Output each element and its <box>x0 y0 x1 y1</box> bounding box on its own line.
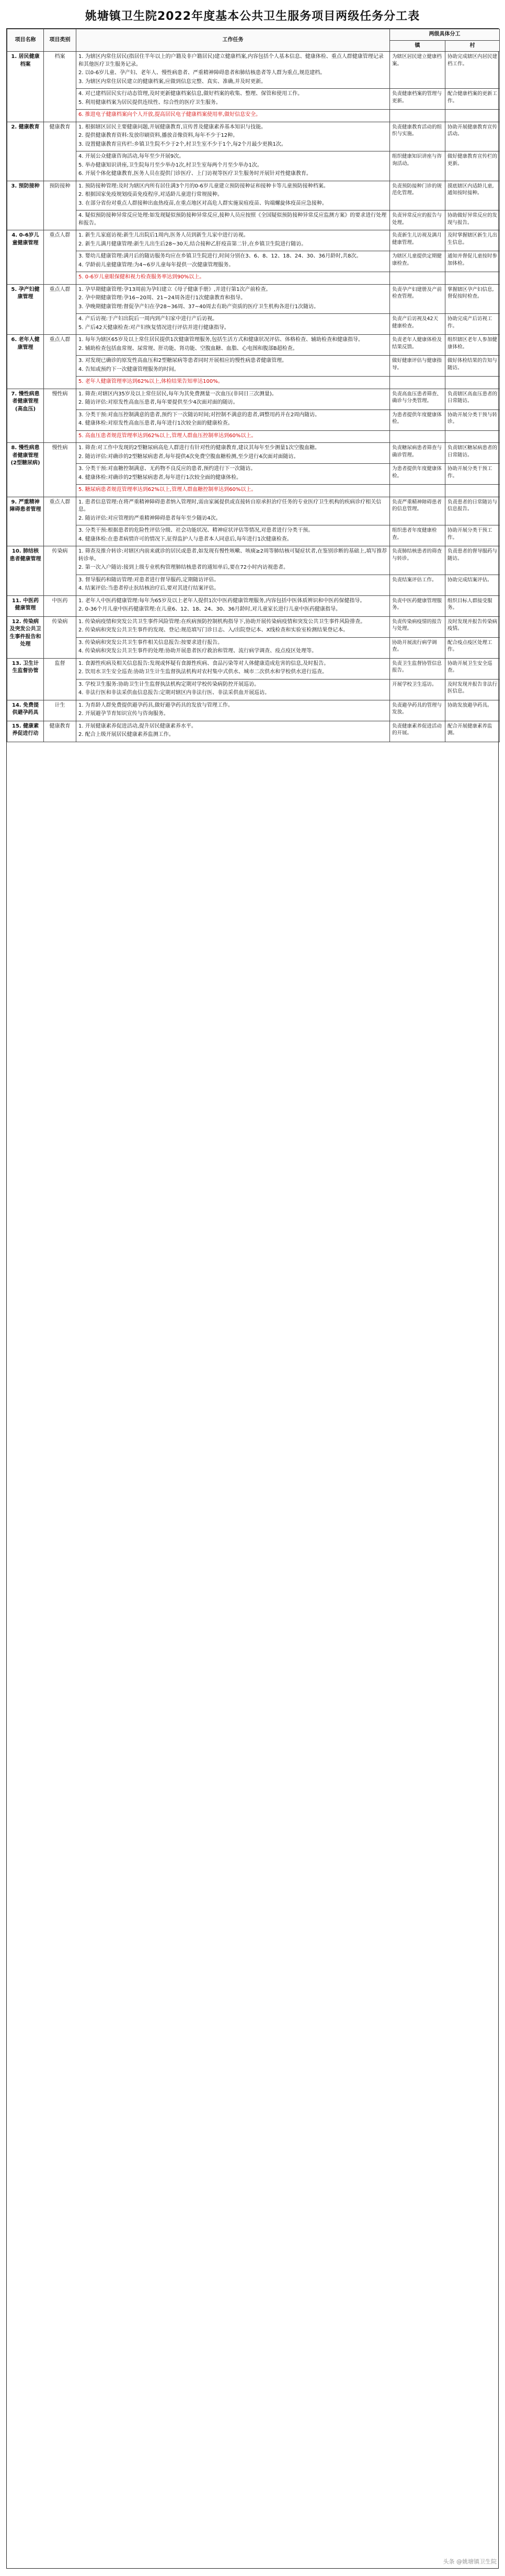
table-row <box>7 210 500 230</box>
table-row <box>7 272 500 285</box>
table-row <box>7 525 500 546</box>
task-item: 2. 以0-6岁儿童、孕产妇、老年人、慢性病患者、严重精神障碍患者和肺结核患者等人群为重点,规范建档。 <box>78 70 326 76</box>
task-item: 4. 开展公众健康咨询活动,每年至少开展9次。 <box>78 154 185 159</box>
table-row <box>7 658 500 679</box>
task-cell <box>76 409 390 430</box>
township-duty-cell: 负责新生儿访视及满月健康管理。 <box>390 230 445 251</box>
township-duty-cell: 负责卫生监督协管信息报告。 <box>390 658 445 679</box>
task-cell <box>76 335 390 356</box>
village-duty-cell: 协助开展健康教育宣传活动。 <box>445 122 500 151</box>
table-row <box>7 356 500 377</box>
task-item: 3. 设置健康教育宣传栏:乡镇卫生院不少于2个,村卫生室不少于1个,每2个月最少更换1次。 <box>78 141 286 147</box>
task-cell <box>76 464 390 485</box>
task-item: 5. 0-6岁儿童眼保健和视力检查服务率达到90%以上。 <box>78 274 205 280</box>
task-item: 3. 孕晚期健康管理:督促孕产妇在孕28~36周、37~40周去有助产资质的医疗卫生机构各进行1次随访。 <box>78 303 319 310</box>
task-cell <box>76 230 390 251</box>
village-duty-cell: 摸底辖区内适龄儿童,通知按时接种。 <box>445 181 500 210</box>
task-item: 2. 配合上级开展居民健康素养监测工作。 <box>78 732 174 737</box>
task-item: 5. 糖尿病患者规范管理率达到62%以上,管理人群血糖控制率达到60%以上。 <box>78 487 257 493</box>
project-name-cell: 1. 居民健康档案 <box>7 52 44 122</box>
township-duty-cell: 负责糖尿病患者筛查与确诊管理。 <box>390 443 445 464</box>
task-item: 1. 老年人中医药健康管理:每年为65岁及以上老年人提供1次中医药健康管理服务,内容包括中医体质辨识和中医药保健指导。 <box>78 598 365 604</box>
task-cell <box>76 430 390 443</box>
task-cell <box>76 389 390 409</box>
task-item: 4. 疑似预防接种异常反应处理:如发现疑似预防接种异常反应,接种人员应按照《全国疑似预防接种异常反应监测方案》的要求进行处理和报告。 <box>78 213 387 226</box>
project-category-cell: 重点人群 <box>44 335 76 389</box>
village-duty-cell: 协助做好异常反应的发现与报告。 <box>445 210 500 230</box>
township-duty-cell: 为辖区居民建立健康档案。 <box>390 52 445 89</box>
table-row <box>7 637 500 658</box>
task-item: 2. 第一次入户随访:接到上级专业机构管理肺结核患者的通知单后,要在72小时内访视患者。 <box>78 565 289 570</box>
task-item: 4. 学龄前儿童健康管理:为4~6岁儿童每年提供一次健康管理服务。 <box>78 262 234 268</box>
task-item: 5. 产后42天健康检查:对产妇恢复情况进行评估并进行健康指导。 <box>78 324 229 331</box>
township-duty-cell <box>390 110 445 122</box>
task-item: 3. 分类干预:对血糖控制满意、无药物不良反应的患者,预约进行下一次随访。 <box>78 466 256 472</box>
township-duty-cell: 负责高血压患者筛查、确诊与分类管理。 <box>390 389 445 409</box>
task-division-table <box>7 29 500 742</box>
village-duty-cell: 及时掌握辖区新生儿出生信息。 <box>445 230 500 251</box>
table-row <box>7 430 500 443</box>
table-row <box>7 389 500 409</box>
village-duty-cell: 协助开展分类干预工作。 <box>445 525 500 546</box>
task-cell <box>76 485 390 497</box>
village-duty-cell: 负责患者的日常随访与信息报告。 <box>445 497 500 525</box>
project-name-cell: 2. 健康教育 <box>7 122 44 181</box>
table-row <box>7 700 500 721</box>
village-duty-cell: 配合健康档案的更新工作。 <box>445 89 500 110</box>
task-item: 2. 随访评估:对原发性高血压患者,每年要提供至少4次面对面的随访。 <box>78 400 238 405</box>
village-duty-cell: 协助完成结案评估。 <box>445 575 500 595</box>
project-name-cell: 14. 免费提供避孕药具 <box>7 700 44 721</box>
table-row <box>7 721 500 742</box>
task-item: 2. 辅助检查包括血常规、尿常规、肝功能、肾功能、空腹血糖、血脂、心电图和腹部B超检查。 <box>78 345 298 352</box>
task-cell <box>76 721 390 742</box>
village-duty-cell: 协助开展分类干预工作。 <box>445 464 500 485</box>
village-duty-cell <box>445 272 500 285</box>
task-item: 1. 新生儿家庭访视:新生儿出院后1周内,医务人员到新生儿家中进行访视。 <box>78 232 249 238</box>
village-duty-cell: 协助开展卫生安全巡查。 <box>445 658 500 679</box>
township-duty-cell: 负责结案评估工作。 <box>390 575 445 595</box>
task-cell <box>76 637 390 658</box>
task-cell <box>76 679 390 700</box>
township-duty-cell: 为辖区儿童提供定期健康检查。 <box>390 251 445 272</box>
task-item: 4. 健康体检:对原发性高血压患者,每年进行1次较全面的健康检查。 <box>78 420 233 426</box>
task-cell <box>76 181 390 210</box>
project-category-cell: 预防接种 <box>44 181 76 230</box>
project-name-cell: 7. 慢性病患者健康管理(高血压) <box>7 389 44 443</box>
task-item: 3. 婴幼儿健康管理:满月后的随访服务均应在乡镇卫生院进行,时间分别在3、6、8、12、18、24、30、36月龄时,共8次。 <box>78 253 362 259</box>
task-item: 2. 根据国家免疫规划疫苗免疫程序,对适龄儿童进行常规接种。 <box>78 192 223 197</box>
village-duty-cell: 做好体检结果的告知与随访。 <box>445 356 500 377</box>
village-duty-cell <box>445 377 500 389</box>
project-category-cell: 档案 <box>44 52 76 122</box>
village-duty-cell: 协助发放避孕药具。 <box>445 700 500 721</box>
task-item: 4. 对已建档居民实行动态管理,及时更新健康档案信息,做好档案的收集、整理、保管和使用工作。 <box>78 91 303 97</box>
village-duty-cell: 通知并督促儿童按时参加体检。 <box>445 251 500 272</box>
village-duty-cell: 掌握辖区孕产妇信息,督促按时检查。 <box>445 284 500 314</box>
township-duty-cell: 组织健康知识讲座与咨询活动。 <box>390 151 445 181</box>
township-duty-cell: 协助开展流行病学调查。 <box>390 637 445 658</box>
task-item: 2. 提供健康教育资料:发放印刷资料,播放音像资料,每年不少于12种。 <box>78 133 238 138</box>
project-category-cell: 重点人群 <box>44 284 76 335</box>
project-name-cell: 10. 肺结核患者健康管理 <box>7 546 44 596</box>
table-row <box>7 110 500 122</box>
village-duty-cell: 负责辖区糖尿病患者的日常随访。 <box>445 443 500 464</box>
township-duty-cell: 负责避孕药具的管理与发放。 <box>390 700 445 721</box>
task-item: 2. 传染病和突发公共卫生事件的发现、登记:规范填写门诊日志、入/出院登记本、X线检查和实验室检测结果登记本。 <box>78 627 349 633</box>
task-cell <box>76 658 390 679</box>
project-name-cell: 4. 0-6岁儿童健康管理 <box>7 230 44 285</box>
village-duty-cell <box>445 485 500 497</box>
village-duty-cell: 负责辖区高血压患者的日常随访。 <box>445 389 500 409</box>
township-duty-cell: 为患者提供年度健康体检。 <box>390 409 445 430</box>
task-item: 5. 举办健康知识讲座,卫生院每月至少举办1次,村卫生室每两个月至少举办1次。 <box>78 162 262 168</box>
table-row <box>7 230 500 251</box>
task-item: 4. 结案评估:当患者停止抗结核治疗后,要对其进行结案评估。 <box>78 586 220 591</box>
task-item: 3. 在部分省份对重点人群接种出血热疫苗,在重点地区对高危人群实施炭疽疫苗、钩端螺旋体疫苗应急接种。 <box>78 200 327 206</box>
project-name-cell: 11. 中医药健康管理 <box>7 595 44 616</box>
task-item: 1. 筛查:对工作中发现的2型糖尿病高危人群进行有针对性的健康教育,建议其每年至少测量1次空腹血糖。 <box>78 445 320 451</box>
task-cell <box>76 89 390 110</box>
village-duty-cell: 协助开展分类干预与转诊。 <box>445 409 500 430</box>
header-row <box>7 29 500 41</box>
task-cell <box>76 251 390 272</box>
task-item: 1. 开展健康素养促进活动,提升居民健康素养水平。 <box>78 723 197 729</box>
table-row <box>7 251 500 272</box>
project-category-cell: 慢性病 <box>44 443 76 497</box>
township-duty-cell <box>390 272 445 285</box>
task-cell <box>76 52 390 89</box>
task-item: 2. 新生儿满月健康管理:新生儿出生后28~30天,结合接种乙肝疫苗第二针,在乡镇卫生院进行随访。 <box>78 241 307 247</box>
township-duty-cell: 负责健康教育活动的组织与实施。 <box>390 122 445 151</box>
task-cell <box>76 284 390 314</box>
table-row <box>7 284 500 314</box>
township-duty-cell: 负责预防接种门诊的规范化管理。 <box>390 181 445 210</box>
township-duty-cell: 为患者提供年度健康体检。 <box>390 464 445 485</box>
project-name-cell: 13. 卫生计生监督协管 <box>7 658 44 700</box>
table-row <box>7 595 500 616</box>
township-duty-cell: 负责肺结核患者的筛查与转诊。 <box>390 546 445 575</box>
task-division-table-frame <box>6 28 499 2569</box>
project-category-cell: 传染病 <box>44 546 76 596</box>
village-duty-cell: 做好健康教育宣传栏的更新。 <box>445 151 500 181</box>
village-duty-cell: 负责患者的督导服药与随访。 <box>445 546 500 575</box>
village-duty-cell: 组织目标人群接受服务。 <box>445 595 500 616</box>
task-item: 3. 传染病和突发公共卫生事件相关信息报告:按要求进行报告。 <box>78 639 223 646</box>
project-category-cell: 计生 <box>44 700 76 721</box>
table-row <box>7 546 500 575</box>
township-duty-cell: 负责严重精神障碍患者的信息管理。 <box>390 497 445 525</box>
project-name-cell: 8. 慢性病患者健康管理(2型糖尿病) <box>7 443 44 497</box>
table-row <box>7 151 500 181</box>
township-duty-cell: 负责异常反应的报告与处理。 <box>390 210 445 230</box>
task-item: 5. 利用健康档案为居民提供连续性、综合性的医疗卫生服务。 <box>78 99 221 106</box>
task-item: 4. 非法行医和非法采供血信息报告:定期对辖区内非法行医、非法采供血开展巡访。 <box>78 690 270 696</box>
task-item: 2. 随访评估:对确诊的2型糖尿病患者,每年提供4次免费空腹血糖检测,至少进行4次面对面随访。 <box>78 453 299 460</box>
township-duty-cell <box>390 430 445 443</box>
task-item: 4. 告知或预约下一次健康管理服务的时间。 <box>78 366 179 372</box>
table-row <box>7 89 500 110</box>
table-row <box>7 52 500 89</box>
table-row <box>7 314 500 335</box>
village-duty-cell: 协助完成辖区内居民建档工作。 <box>445 52 500 89</box>
township-duty-cell <box>390 377 445 389</box>
project-category-cell: 健康教育 <box>44 721 76 742</box>
task-cell <box>76 575 390 595</box>
township-duty-cell: 开展学校卫生巡访。 <box>390 679 445 700</box>
header-division: 两级具体分工 <box>390 29 500 41</box>
task-item: 2. 孕中期健康管理:孕16~20周、21~24周各进行1次健康教育和指导。 <box>78 295 246 301</box>
table-row <box>7 679 500 700</box>
task-item: 4. 健康体检:对确诊的2型糖尿病患者,每年进行1次较全面的健康体检。 <box>78 474 242 481</box>
village-duty-cell <box>445 110 500 122</box>
task-item: 1. 食源性疾病及相关信息报告:发现或怀疑有食源性疾病、食品污染等对人体健康造成危害的信息,及时报告。 <box>78 660 329 666</box>
project-name-cell: 15. 健康素养促进行动 <box>7 721 44 742</box>
task-item: 5. 高血压患者规范管理率达到62%以上,管理人群血压控制率达到60%以上。 <box>78 432 257 439</box>
project-category-cell: 重点人群 <box>44 230 76 285</box>
task-cell <box>76 210 390 230</box>
township-duty-cell: 负责产后访视及42天健康检查。 <box>390 314 445 335</box>
table-row <box>7 575 500 595</box>
header-village: 村 <box>445 40 500 52</box>
village-duty-cell: 配合疫点疫区处理工作。 <box>445 637 500 658</box>
project-category-cell: 中医药 <box>44 595 76 616</box>
task-item: 1. 为辖区内常住居民(指居住半年以上的户籍及非户籍居民)建立健康档案,内容包括个人基本信息、健康体检、重点人群健康管理记录和其他医疗卫生服务记录。 <box>78 54 384 67</box>
township-duty-cell: 负责健康素养促进活动的开展。 <box>390 721 445 742</box>
table-row <box>7 335 500 356</box>
township-duty-cell <box>390 485 445 497</box>
project-category-cell: 监督 <box>44 658 76 700</box>
task-item: 1. 根据辖区居民主要健康问题,开展健康教育,宣传普及健康素养基本知识与技能。 <box>78 124 267 130</box>
task-item: 3. 分类干预:根据患者的危险性评估分级、社会功能状况、精神症状评估等情况,对患者进行分类干预。 <box>78 528 314 533</box>
table-row <box>7 409 500 430</box>
task-cell <box>76 122 390 151</box>
task-item: 4. 传染病和突发公共卫生事件的处理:协助开展患者医疗救治和管理、流行病学调查、疫点疫区处理等。 <box>78 648 317 654</box>
task-item: 5. 老年人健康管理率达到62%以上,体检结果告知率达100%。 <box>78 379 223 384</box>
project-name-cell: 6. 老年人健康管理 <box>7 335 44 389</box>
watermark-text: 头条 @姚塘镇卫生院 <box>443 2558 497 2565</box>
task-item: 3. 学校卫生服务:协助卫生计生监督执法机构定期对学校传染病防控开展巡访。 <box>78 681 260 687</box>
task-cell <box>76 110 390 122</box>
task-cell <box>76 443 390 464</box>
township-duty-cell: 负责孕产妇建册及产前检查管理。 <box>390 284 445 314</box>
table-row <box>7 497 500 525</box>
table-row <box>7 485 500 497</box>
task-item: 4. 产后访视:于产妇出院后一周内到产妇家中进行产后访视。 <box>78 316 218 322</box>
header-township: 镇 <box>390 40 445 52</box>
task-cell <box>76 525 390 546</box>
document-title: 姚塘镇卫生院2022年度基本公共卫生服务项目两级任务分工表 <box>85 10 420 23</box>
table-row <box>7 377 500 389</box>
task-item: 6. 推进电子健康档案向个人开放,提高居民电子健康档案使用率,做好信息安全。 <box>78 112 261 118</box>
task-cell <box>76 151 390 181</box>
village-duty-cell: 组织辖区老年人参加健康体检。 <box>445 335 500 356</box>
project-name-cell: 12. 传染病及突发公共卫生事件报告和处理 <box>7 616 44 658</box>
task-item: 1. 患者信息管理:在将严重精神障碍患者纳入管理时,需由家属提供或直接转自原承担治疗任务的专业医疗卫生机构的疾病诊疗相关信息。 <box>78 499 382 512</box>
task-item: 6. 开展个体化健康教育,医务人员在提供门诊医疗、上门访视等医疗卫生服务时开展针对性健康教育。 <box>78 171 312 177</box>
header-project: 项目名称 <box>7 29 44 52</box>
task-item: 4. 健康体检:在患者病情许可的情况下,征得监护人与患者本人同意后,每年进行1次健康检查。 <box>78 536 292 542</box>
task-item: 2. 饮用水卫生安全巡查:协助卫生计生监督执法机构对农村集中式供水、城市二次供水和学校供水进行巡查。 <box>78 669 328 675</box>
table-row <box>7 616 500 637</box>
task-item: 2. 0-36个月儿童中医药健康管理:在儿童6、12、18、24、30、36月龄时,对儿童家长进行儿童中医药健康指导。 <box>78 606 341 612</box>
task-cell <box>76 356 390 377</box>
project-name-cell: 3. 预防接种 <box>7 181 44 230</box>
task-item: 2. 开展避孕节育知识宣传与咨询服务。 <box>78 711 169 717</box>
task-cell <box>76 595 390 616</box>
village-duty-cell <box>445 430 500 443</box>
table-row <box>7 443 500 464</box>
task-item: 1. 筛查及推介转诊:对辖区内前来就诊的居民或患者,如发现有慢性咳嗽、咳痰≥2周等肺结核可疑症状者,在鉴别诊断的基础上,填写推荐转诊单。 <box>78 548 387 562</box>
village-duty-cell: 协助完成产后访视工作。 <box>445 314 500 335</box>
task-item: 3. 为辖区内常住居民建立的健康档案,应做到信息完整、真实、准确,并及时更新。 <box>78 78 267 85</box>
task-item: 2. 随访评估:对应管理的严重精神障碍患者每年至少随访4次。 <box>78 515 221 521</box>
township-duty-cell: 做好健康评估与健康指导。 <box>390 356 445 377</box>
township-duty-cell: 负责传染病疫情的报告与处理。 <box>390 616 445 637</box>
task-item: 1. 筛查:对辖区内35岁及以上常住居民,每年为其免费测量一次血压(非同日三次测量)。 <box>78 391 277 397</box>
header-tasks: 工作任务 <box>76 29 390 52</box>
table-row <box>7 181 500 210</box>
task-cell <box>76 497 390 525</box>
task-cell <box>76 700 390 721</box>
village-duty-cell: 及时发现并报告非法行医信息。 <box>445 679 500 700</box>
project-category-cell: 重点人群 <box>44 497 76 546</box>
project-name-cell: 5. 孕产妇健康管理 <box>7 284 44 335</box>
task-item: 1. 预防接种管理:及时为辖区内所有居住满3个月的0-6岁儿童建立预防接种证和接种卡等儿童预防接种档案。 <box>78 183 329 189</box>
village-duty-cell: 配合开展健康素养监测。 <box>445 721 500 742</box>
task-item: 1. 为育龄人群免费提供避孕药具,做好避孕药具的发放与管理工作。 <box>78 702 233 708</box>
table-row <box>7 464 500 485</box>
project-category-cell: 传染病 <box>44 616 76 658</box>
table-row <box>7 122 500 151</box>
task-cell <box>76 546 390 575</box>
project-name-cell: 9. 严重精神障碍患者管理 <box>7 497 44 546</box>
task-cell <box>76 272 390 285</box>
task-item: 3. 对发现已确诊的原发性高血压和2型糖尿病等患者同时开展相应的慢性病患者健康管理。 <box>78 358 288 364</box>
task-cell <box>76 616 390 637</box>
header-category: 项目类别 <box>44 29 76 52</box>
township-duty-cell: 负责健康档案的管理与更新。 <box>390 89 445 110</box>
task-cell <box>76 377 390 389</box>
table-body <box>7 52 500 742</box>
task-item: 3. 督导服药和随访管理:对患者进行督导服药,定期随访评估。 <box>78 577 220 583</box>
task-item: 1. 每年为辖区65岁及以上常住居民提供1次健康管理服务,包括生活方式和健康状况评估、体格检查、辅助检查和健康指导。 <box>78 337 363 343</box>
task-item: 1. 孕早期健康管理:孕13周前为孕妇建立《母子健康手册》,并进行第1次产前检查。 <box>78 286 271 292</box>
township-duty-cell: 负责老年人健康体检及结果反馈。 <box>390 335 445 356</box>
task-item: 3. 分类干预:对血压控制满意的患者,预约下一次随访时间;对控制不满意的患者,调整用药并在2周内随访。 <box>78 412 320 418</box>
project-category-cell: 慢性病 <box>44 389 76 443</box>
task-item: 1. 传染病疫情和突发公共卫生事件风险管理:在疾病预防控制机构指导下,协助开展传染病疫情和突发公共卫生事件风险排查。 <box>78 618 366 625</box>
township-duty-cell: 负责中医药健康管理服务。 <box>390 595 445 616</box>
village-duty-cell: 及时发现并报告传染病疫情。 <box>445 616 500 637</box>
task-cell <box>76 314 390 335</box>
project-category-cell: 健康教育 <box>44 122 76 181</box>
township-duty-cell: 组织患者年度健康检查。 <box>390 525 445 546</box>
